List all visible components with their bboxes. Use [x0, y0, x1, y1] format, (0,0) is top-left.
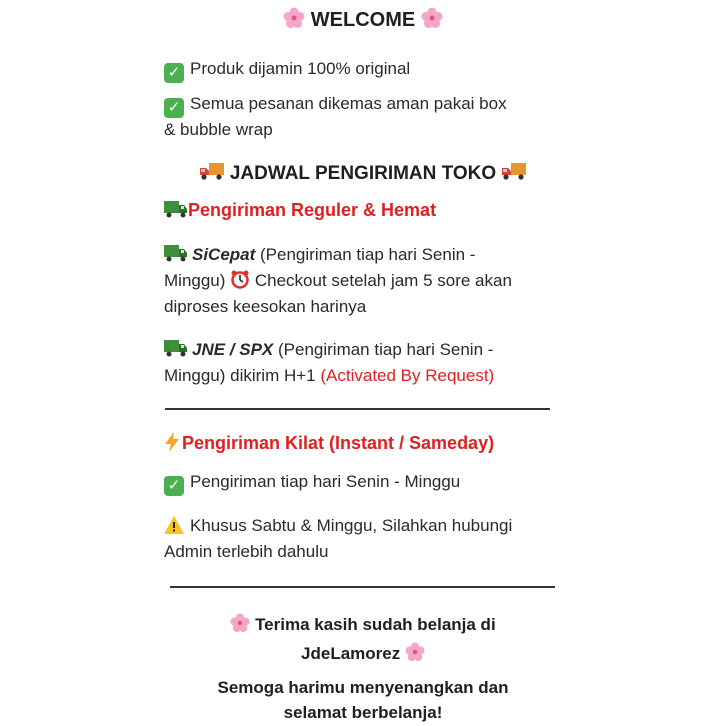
intro-line-original [164, 56, 410, 83]
green-truck-icon [164, 199, 188, 219]
thanks-text1: Terima kasih sudah belanja di [255, 615, 496, 634]
sicepat-text2b: Checkout setelah jam 5 sore akan [250, 271, 512, 290]
sicepat-line3 [164, 294, 366, 320]
wish-line2 [0, 700, 726, 726]
check-mark-icon: ✓ [164, 476, 184, 496]
sicepat-text3: diproses keesokan harinya [164, 297, 367, 316]
lightning-icon [164, 432, 180, 452]
green-truck-icon [164, 338, 188, 358]
warning-icon [164, 516, 184, 534]
sicepat-text1: (Pengiriman tiap hari Senin - [255, 245, 476, 264]
instant-line2b-text: Admin terlebih dahulu [164, 542, 329, 561]
jne-request-note: (Activated By Request) [320, 366, 495, 385]
intro-line-packing [164, 91, 507, 118]
check-mark-icon: ✓ [164, 63, 184, 83]
jne-line1 [164, 337, 493, 363]
thanks-line2 [0, 640, 726, 667]
welcome-title [0, 6, 726, 34]
cherry-blossom-icon [421, 7, 443, 29]
wish-text1: Semoga harimu menyenangkan dan [217, 678, 509, 697]
instant-line1-text: Pengiriman tiap hari Senin - Minggu [190, 472, 461, 491]
intro-line2b-text: & bubble wrap [164, 120, 273, 139]
delivery-truck-icon [199, 160, 225, 182]
sicepat-text2a: Minggu) [164, 271, 231, 290]
delivery-truck-icon [501, 160, 527, 182]
thanks-line1 [0, 611, 726, 638]
cherry-blossom-icon [230, 613, 250, 633]
instant-line2a-text: Khusus Sabtu & Minggu, Silahkan hubungi [190, 516, 513, 535]
section-divider [170, 586, 555, 588]
instant-heading [164, 430, 494, 456]
jne-text2: Minggu) dikirim H+1 [164, 366, 321, 385]
jne-text1: (Pengiriman tiap hari Senin - [273, 340, 494, 359]
sicepat-line2 [164, 268, 512, 294]
welcome-text: WELCOME [310, 9, 416, 31]
instant-line2 [164, 513, 512, 539]
cherry-blossom-icon [283, 7, 305, 29]
instant-heading-text: Pengiriman Kilat (Instant / Sameday) [182, 433, 495, 453]
green-truck-icon [164, 243, 188, 263]
section-divider [165, 408, 550, 410]
jne-line2 [164, 363, 494, 389]
intro-line2a-text: Semua pesanan dikemas aman pakai box [190, 94, 507, 113]
alarm-clock-icon [230, 269, 250, 289]
schedule-title-text: JADWAL PENGIRIMAN TOKO [229, 163, 497, 184]
check-mark-icon: ✓ [164, 98, 184, 118]
jne-courier-name: JNE / SPX [192, 340, 274, 359]
wish-text2: selamat berbelanja! [283, 703, 443, 722]
regular-heading [164, 197, 436, 223]
instant-line2-cont [164, 539, 328, 565]
sicepat-line1 [164, 242, 475, 268]
regular-heading-text: Pengiriman Reguler & Hemat [188, 200, 437, 220]
intro-line-packing-cont [164, 117, 273, 143]
store-name: JdeLamorez [301, 644, 401, 663]
sicepat-courier-name: SiCepat [192, 245, 256, 264]
intro-line1-text: Produk dijamin 100% original [190, 59, 411, 78]
instant-line1 [164, 469, 460, 496]
schedule-title [0, 160, 726, 188]
wish-line1 [0, 675, 726, 701]
cherry-blossom-icon [405, 642, 425, 662]
